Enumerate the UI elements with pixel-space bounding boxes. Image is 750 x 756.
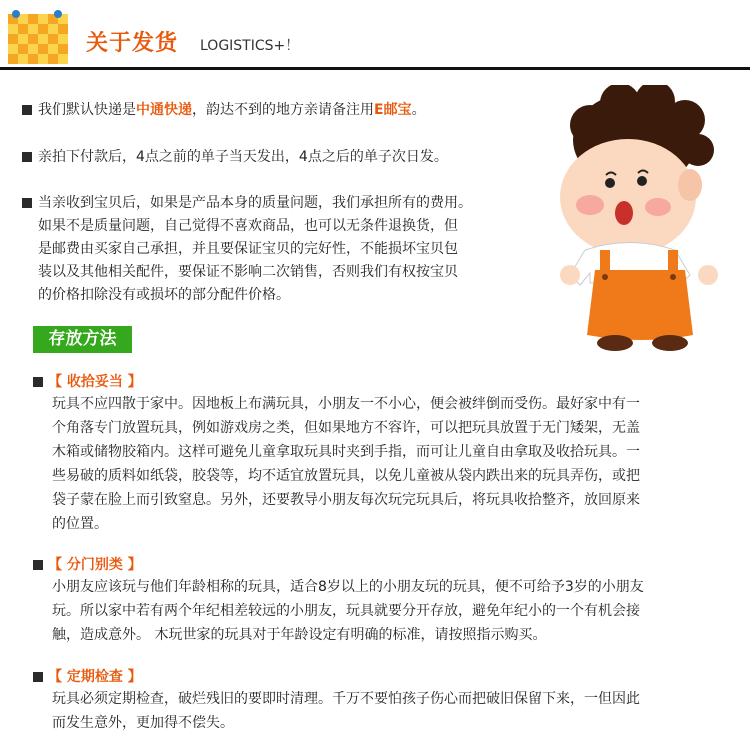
text-line: 装以及其他相关配件，要保证不影响二次销售，否则我们有权按宝贝 [38,264,458,280]
subsection-heading: 【 定期检查 】 [48,669,142,685]
storage-method-tag: 存放方法 [33,326,132,353]
subsection-heading: 【 收拾妥当 】 [48,374,142,390]
header-divider [0,67,750,70]
checker-square [8,24,18,34]
subsection-heading: 【 分门别类 】 [48,557,142,573]
text-line: 玩。所以家中若有两个年纪相差较远的小朋友，玩具就要分开存放，避免年纪小的一个有机会接 [52,603,640,619]
checker-square [8,44,18,54]
checker-square [8,54,18,64]
subsection-body [52,687,724,735]
text-line: 木箱或储物胶箱内。这样可避免儿童拿取玩具时夹到手指，而可让儿童自由拿取及收拾玩具。一 [52,444,640,460]
text-line: 玩具不应四散于家中。因地板上布满玩具，小朋友一不小心，便会被绊倒而受伤。最好家中有一 [52,396,640,412]
checker-square [28,44,38,54]
text-line: 个角落专门放置玩具，例如游戏房之类，但如果地方不容许，可以把玩具放置于无门矮架，无盖 [52,420,640,436]
checker-square [8,34,18,44]
checker-square [18,24,28,34]
subsection-body [52,575,724,647]
checker-square [48,34,58,44]
text-line: 如果不是质量问题，自己觉得不喜欢商品，也可以无条件退换货，但 [38,218,458,234]
section-header [0,0,750,70]
checker-square [28,54,38,64]
checker-square [18,34,28,44]
text-line: 些易破的质料如纸袋，胶袋等，均不适宜放置玩具，以免儿童被从袋内跌出来的玩具弄伤，或把 [52,468,640,484]
bullet-icon [22,105,32,115]
bullet-icon [22,152,32,162]
checker-square [18,44,28,54]
checker-square [38,34,48,44]
checker-square [48,54,58,64]
checker-square [48,24,58,34]
checker-square [28,14,38,24]
text-line: 小朋友应该玩与他们年龄相称的玩具，适合8岁以上的小朋友玩的玩具，便不可给予3岁的小朋友 [52,579,644,595]
text-line: 的位置。 [52,516,108,532]
checker-square [38,54,48,64]
checker-square [28,24,38,34]
checker-square [58,34,68,44]
subsection-body [52,392,724,536]
text-line: 而发生意外，更加得不偿失。 [52,715,234,731]
checker-square [58,54,68,64]
text-line: 玩具必须定期检查，破烂残旧的要即时清理。千万不要怕孩子伤心而把破旧保留下来，一但因此 [52,691,640,707]
bullet-icon [22,198,32,208]
courier-highlight: E邮宝 [374,102,412,118]
section-subtitle: LOGISTICS+！ [200,38,300,54]
checker-square [58,44,68,54]
courier-highlight: 中通快递 [136,102,192,118]
checker-square [38,24,48,34]
text-line: 袋子蒙在脸上而引致窒息。另外，还要教导小朋友每次玩完玩具后，将玩具收拾整齐，放回原来 [52,492,640,508]
bullet-icon [33,377,43,387]
text-line: 的价格扣除没有或损坏的部分配件价格。 [38,287,290,303]
checker-square [38,44,48,54]
checker-square [38,14,48,24]
checker-square [48,44,58,54]
text-segment: ，韵达不到的地方亲请备注用 [192,102,374,118]
text-line: 触，造成意外。 木玩世家的玩具对于年龄设定有明确的标准，请按照指示购买。 [52,627,547,643]
text-segment: 。 [411,102,426,118]
text-segment: 我们默认快递是 [38,102,136,118]
text-line: 当亲收到宝贝后，如果是产品本身的质量问题，我们承担所有的费用。 [38,195,472,211]
shipping-courier-text [38,99,538,122]
checker-square [58,24,68,34]
shipping-time-text: 亲拍下付款后，4点之前的单子当天发出，4点之后的单子次日发。 [38,149,448,165]
bullet-icon [33,672,43,682]
return-policy-text [38,192,538,307]
checker-logo-icon [6,8,70,66]
checker-square [28,34,38,44]
section-title: 关于发货 [86,31,179,56]
bullet-icon [33,560,43,570]
boy-mascot-illustration [540,85,740,355]
text-line: 是邮费由买家自己承担，并且要保证宝贝的完好性，不能损坏宝贝包 [38,241,458,257]
checker-square [18,54,28,64]
